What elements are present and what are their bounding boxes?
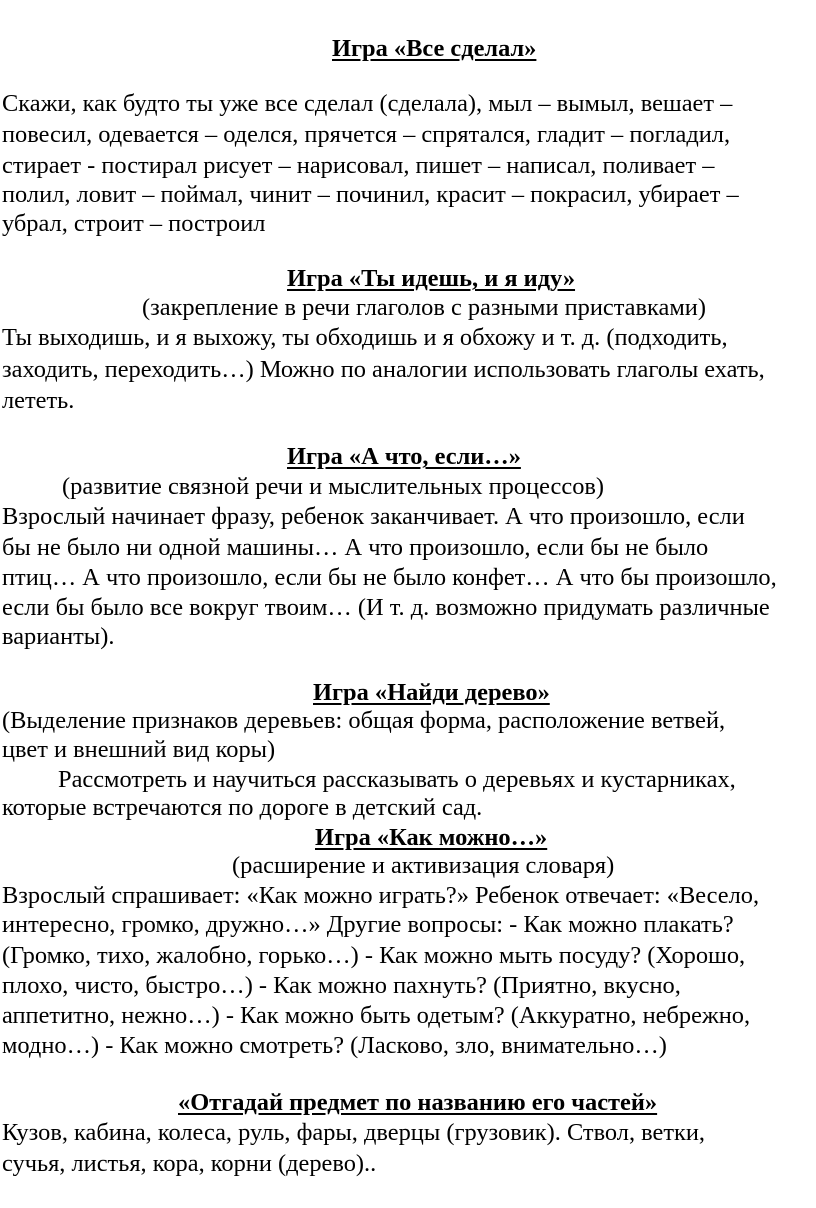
paragraph-line: бы не было ни одной машины… А что произошло, если бы не было bbox=[2, 534, 709, 561]
paragraph-line: модно…) - Как можно смотреть? (Ласково, зло, внимательно…) bbox=[2, 1032, 667, 1059]
paragraph-line: Ты выходишь, и я выхожу, ты обходишь и я обхожу и т. д. (подходить, bbox=[2, 324, 728, 351]
paragraph-line: варианты). bbox=[2, 623, 115, 650]
paragraph-line: Взрослый спрашивает: «Как можно играть?» Ребенок отвечает: «Весело, bbox=[2, 882, 760, 909]
paragraph-line: Взрослый начинает фразу, ребенок заканчивает. А что произошло, если bbox=[2, 503, 745, 530]
paragraph-line: Скажи, как будто ты уже все сделал (сделала), мыл – вымыл, вешает – bbox=[2, 90, 733, 117]
paragraph-line: плохо, чисто, быстро…) - Как можно пахнуть? (Приятно, вкусно, bbox=[2, 972, 681, 999]
paragraph-line: которые встречаются по дороге в детский сад. bbox=[2, 794, 483, 821]
paragraph-line: аппетитно, нежно…) - Как можно быть одетым? (Аккуратно, небрежно, bbox=[2, 1002, 751, 1029]
section-title-naydi-derevo: Игра «Найди дерево» bbox=[313, 679, 550, 706]
section-title-kak-mozhno: Игра «Как можно…» bbox=[315, 824, 548, 851]
paragraph-line: (Громко, тихо, жалобно, горько…) - Как можно мыть посуду? (Хорошо, bbox=[2, 942, 746, 969]
paragraph-line: убрал, строит – построил bbox=[2, 210, 266, 237]
paragraph-line: полил, ловит – поймал, чинит – починил, красит – покрасил, убирает – bbox=[2, 181, 739, 208]
paragraph-line: заходить, переходить…) Можно по аналогии использовать глаголы ехать, bbox=[2, 356, 765, 383]
section-title-otgaday-predmet: «Отгадай предмет по названию его частей» bbox=[178, 1089, 658, 1116]
paragraph-line: Рассмотреть и научиться рассказывать о деревьях и кустарниках, bbox=[58, 766, 736, 793]
paragraph-line: (Выделение признаков деревьев: общая форма, расположение ветвей, bbox=[2, 707, 726, 734]
section-title-vse-sdelal: Игра «Все сделал» bbox=[332, 35, 537, 62]
paragraph-line: если бы было все вокруг твоим… (И т. д. возможно придумать различные bbox=[2, 594, 770, 621]
section-subtitle: (закрепление в речи глаголов с разными приставками) bbox=[142, 294, 706, 321]
section-subtitle: (развитие связной речи и мыслительных процессов) bbox=[62, 473, 605, 500]
section-title-a-chto-esli: Игра «А что, если…» bbox=[287, 443, 521, 470]
paragraph-line: Кузов, кабина, колеса, руль, фары, дверцы (грузовик). Ствол, ветки, bbox=[2, 1119, 706, 1146]
paragraph-line: лететь. bbox=[2, 387, 75, 414]
paragraph-line: цвет и внешний вид коры) bbox=[2, 736, 276, 763]
paragraph-line: повесил, одевается – оделся, прячется – спрятался, гладит – погладил, bbox=[2, 121, 731, 148]
paragraph-line: сучья, листья, кора, корни (дерево).. bbox=[2, 1150, 377, 1177]
paragraph-line: птиц… А что произошло, если бы не было конфет… А что бы произошло, bbox=[2, 564, 777, 591]
paragraph-line: стирает - постирал рисует – нарисовал, пишет – написал, поливает – bbox=[2, 152, 715, 179]
section-title-ty-idesh: Игра «Ты идешь, и я иду» bbox=[287, 265, 576, 292]
paragraph-line: интересно, громко, дружно…» Другие вопросы: - Как можно плакать? bbox=[2, 911, 734, 938]
section-subtitle: (расширение и активизация словаря) bbox=[232, 852, 615, 879]
